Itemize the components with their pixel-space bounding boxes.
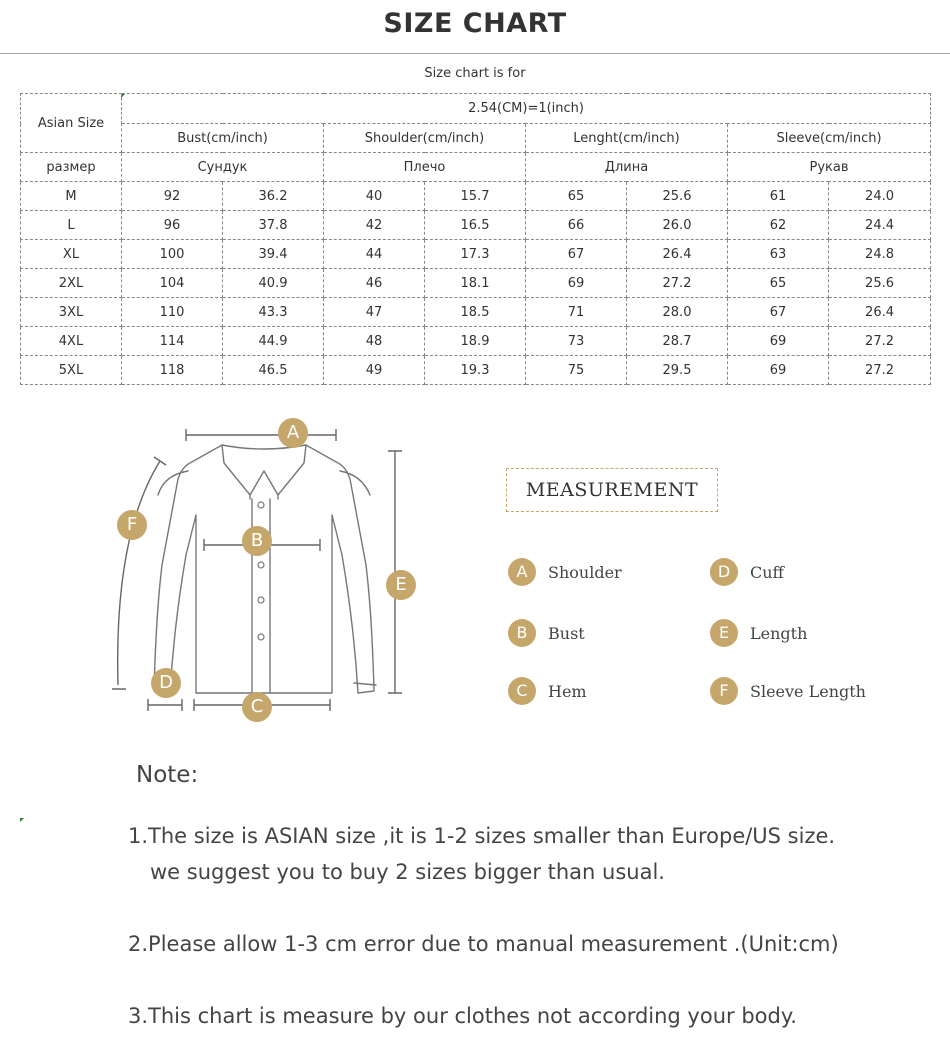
marker-a: A bbox=[278, 418, 308, 448]
shoulder-inch-cell: 18.1 bbox=[425, 269, 526, 298]
table-row bbox=[21, 240, 931, 269]
asian-size-header: Asian Size bbox=[21, 94, 122, 153]
page-title: SIZE CHART bbox=[383, 8, 567, 39]
header-shoulder: Shoulder(cm/inch) bbox=[324, 124, 526, 153]
sleeve-inch-cell: 25.6 bbox=[829, 269, 931, 298]
size-cell: M bbox=[21, 182, 122, 211]
sleeve-cm-cell: 69 bbox=[728, 356, 829, 385]
length-cm-cell: 73 bbox=[526, 327, 627, 356]
shirt-diagram bbox=[100, 415, 460, 735]
marker-d: D bbox=[151, 668, 181, 698]
bust-inch-cell: 39.4 bbox=[223, 240, 324, 269]
sleeve-cm-cell: 61 bbox=[728, 182, 829, 211]
marker-b: B bbox=[242, 526, 272, 556]
bust-inch-cell: 43.3 bbox=[223, 298, 324, 327]
length-cm-cell: 65 bbox=[526, 182, 627, 211]
shoulder-cm-cell: 47 bbox=[324, 298, 425, 327]
bust-cm-cell: 96 bbox=[122, 211, 223, 240]
shoulder-cm-cell: 40 bbox=[324, 182, 425, 211]
table-row bbox=[21, 327, 931, 356]
measurement-lines bbox=[112, 429, 402, 711]
sleeve-inch-cell: 27.2 bbox=[829, 327, 931, 356]
bust-inch-cell: 40.9 bbox=[223, 269, 324, 298]
size-cell: 4XL bbox=[21, 327, 122, 356]
legend-label-shoulder: Shoulder bbox=[548, 562, 622, 582]
size-cell: L bbox=[21, 211, 122, 240]
bust-cm-cell: 118 bbox=[122, 356, 223, 385]
measurement-heading: MEASUREMENT bbox=[506, 468, 718, 512]
sleeve-cm-cell: 69 bbox=[728, 327, 829, 356]
bust-cm-cell: 114 bbox=[122, 327, 223, 356]
note-line-3: 3.This chart is measure by our clothes not according your body. bbox=[128, 1004, 797, 1028]
sleeve-cm-cell: 65 bbox=[728, 269, 829, 298]
table-row bbox=[21, 356, 931, 385]
size-table bbox=[20, 93, 931, 385]
shoulder-cm-cell: 48 bbox=[324, 327, 425, 356]
legend-item-bust bbox=[508, 619, 585, 647]
size-cell: 5XL bbox=[21, 356, 122, 385]
note-marker bbox=[20, 818, 24, 822]
shoulder-cm-cell: 44 bbox=[324, 240, 425, 269]
legend-badge-b: B bbox=[508, 619, 536, 647]
length-cm-cell: 66 bbox=[526, 211, 627, 240]
conversion-note: 2.54(CM)=1(inch) bbox=[122, 94, 931, 124]
header-ru-size: размер bbox=[21, 153, 122, 182]
note-line-1: 1.The size is ASIAN size ,it is 1-2 sizes smaller than Europe/US size. bbox=[128, 824, 836, 848]
bust-inch-cell: 44.9 bbox=[223, 327, 324, 356]
length-inch-cell: 28.0 bbox=[627, 298, 728, 327]
length-cm-cell: 71 bbox=[526, 298, 627, 327]
bust-cm-cell: 92 bbox=[122, 182, 223, 211]
length-cm-cell: 75 bbox=[526, 356, 627, 385]
header-ru-length: Длина bbox=[526, 153, 728, 182]
legend-item-cuff bbox=[710, 558, 784, 586]
legend-label-cuff: Cuff bbox=[750, 562, 784, 582]
legend-label-sleeve-length: Sleeve Length bbox=[750, 681, 866, 701]
chart-subtitle: Size chart is for bbox=[424, 66, 526, 81]
length-inch-cell: 26.0 bbox=[627, 211, 728, 240]
note-title: Note: bbox=[136, 762, 199, 788]
sleeve-inch-cell: 24.4 bbox=[829, 211, 931, 240]
length-inch-cell: 25.6 bbox=[627, 182, 728, 211]
bust-cm-cell: 100 bbox=[122, 240, 223, 269]
sleeve-inch-cell: 24.0 bbox=[829, 182, 931, 211]
length-cm-cell: 67 bbox=[526, 240, 627, 269]
legend-badge-c: C bbox=[508, 677, 536, 705]
bust-inch-cell: 46.5 bbox=[223, 356, 324, 385]
legend-badge-f: F bbox=[710, 677, 738, 705]
marker-e: E bbox=[386, 570, 416, 600]
table-row bbox=[21, 298, 931, 327]
header-length: Lenght(cm/inch) bbox=[526, 124, 728, 153]
legend-item-shoulder bbox=[508, 558, 622, 586]
length-inch-cell: 26.4 bbox=[627, 240, 728, 269]
legend-badge-d: D bbox=[710, 558, 738, 586]
legend-label-hem: Hem bbox=[548, 681, 587, 701]
note-line-2: 2.Please allow 1-3 cm error due to manual measurement .(Unit:cm) bbox=[128, 932, 839, 956]
sleeve-cm-cell: 62 bbox=[728, 211, 829, 240]
sleeve-cm-cell: 67 bbox=[728, 298, 829, 327]
length-inch-cell: 27.2 bbox=[627, 269, 728, 298]
sleeve-inch-cell: 27.2 bbox=[829, 356, 931, 385]
table-row bbox=[21, 182, 931, 211]
title-divider bbox=[0, 53, 950, 54]
shoulder-inch-cell: 16.5 bbox=[425, 211, 526, 240]
size-cell: 3XL bbox=[21, 298, 122, 327]
header-ru-sleeve: Рукав bbox=[728, 153, 931, 182]
shoulder-cm-cell: 42 bbox=[324, 211, 425, 240]
legend-badge-e: E bbox=[710, 619, 738, 647]
sleeve-inch-cell: 24.8 bbox=[829, 240, 931, 269]
shirt-buttons bbox=[258, 502, 264, 640]
size-cell: XL bbox=[21, 240, 122, 269]
bust-inch-cell: 37.8 bbox=[223, 211, 324, 240]
table-row bbox=[21, 269, 931, 298]
legend-item-length bbox=[710, 619, 807, 647]
shoulder-cm-cell: 49 bbox=[324, 356, 425, 385]
shoulder-inch-cell: 15.7 bbox=[425, 182, 526, 211]
legend-badge-a: A bbox=[508, 558, 536, 586]
legend-label-bust: Bust bbox=[548, 623, 585, 643]
sleeve-inch-cell: 26.4 bbox=[829, 298, 931, 327]
marker-c: C bbox=[242, 692, 272, 722]
marker-f: F bbox=[117, 510, 147, 540]
bust-inch-cell: 36.2 bbox=[223, 182, 324, 211]
header-sleeve: Sleeve(cm/inch) bbox=[728, 124, 931, 153]
shoulder-cm-cell: 46 bbox=[324, 269, 425, 298]
shoulder-inch-cell: 17.3 bbox=[425, 240, 526, 269]
sleeve-cm-cell: 63 bbox=[728, 240, 829, 269]
header-ru-bust: Сундук bbox=[122, 153, 324, 182]
bust-cm-cell: 110 bbox=[122, 298, 223, 327]
length-cm-cell: 69 bbox=[526, 269, 627, 298]
length-inch-cell: 29.5 bbox=[627, 356, 728, 385]
legend-item-sleeve-length bbox=[710, 677, 866, 705]
table-row bbox=[21, 211, 931, 240]
shoulder-inch-cell: 19.3 bbox=[425, 356, 526, 385]
shoulder-inch-cell: 18.9 bbox=[425, 327, 526, 356]
header-ru-shoulder: Плечо bbox=[324, 153, 526, 182]
note-line-1b: we suggest you to buy 2 sizes bigger than usual. bbox=[150, 860, 665, 884]
legend-label-length: Length bbox=[750, 623, 808, 643]
length-inch-cell: 28.7 bbox=[627, 327, 728, 356]
shoulder-inch-cell: 18.5 bbox=[425, 298, 526, 327]
size-cell: 2XL bbox=[21, 269, 122, 298]
header-bust: Bust(cm/inch) bbox=[122, 124, 324, 153]
bust-cm-cell: 104 bbox=[122, 269, 223, 298]
legend-item-hem bbox=[508, 677, 587, 705]
